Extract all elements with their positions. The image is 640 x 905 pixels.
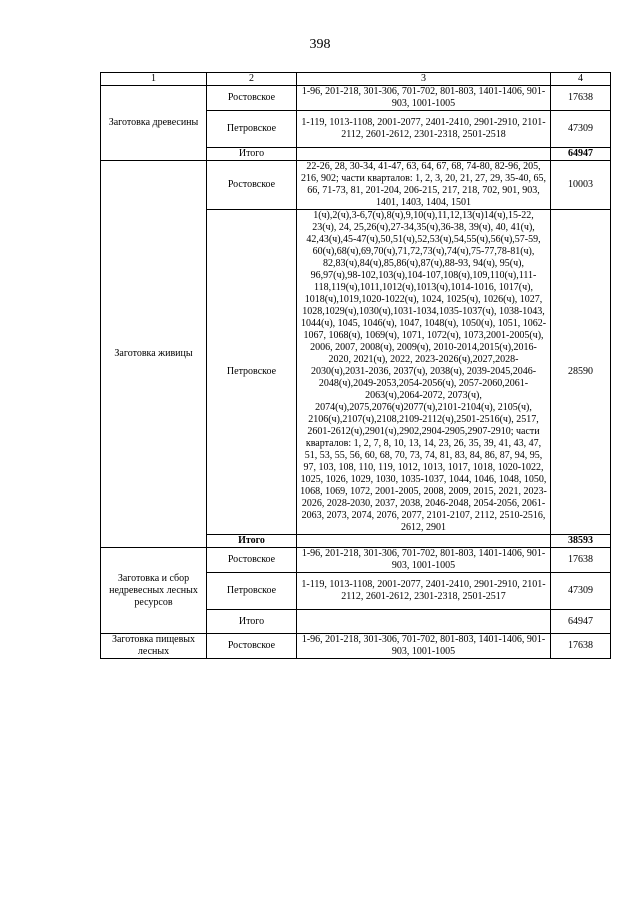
area-cell: 28590 bbox=[551, 210, 611, 535]
header-cell: 4 bbox=[551, 73, 611, 86]
quarters-cell: 1-119, 1013-1108, 2001-2077, 2401-2410, 2901-2910, 2101-2112, 2601-2612, 2301-2318, 2501-2517 bbox=[297, 573, 551, 610]
area-cell: 10003 bbox=[551, 161, 611, 210]
district-cell: Ростовское bbox=[207, 161, 297, 210]
use-type-cell: Заготовка пищевых лесных bbox=[101, 634, 207, 659]
quarters-cell: 1(ч),2(ч),3-6,7(ч),8(ч),9,10(ч),11,12,13(ч)14(ч),15-22, 23(ч), 24, 25,26(ч),27-34,35(ч),36-38, 39(ч), 40, 41(ч), 42,43(ч),45-47(ч),50,51(ч),52,53(ч),54,55(ч),56(ч),57-59, 60(ч),68(ч),69,70(ч),71,72,73(ч),74(ч),75-77,78-81(ч), 82,83(ч),84(ч),85,86(ч),87(ч),88-93, 94(ч), 95(ч), 96,97(ч),98-102,103(ч),104-107,108(ч),109,110(ч),111-118,119(ч),1011,1012(ч),1013(ч),1014-1016, 1017(ч), 1018(ч),1019,1020-1022(ч), 1024, 1025(ч), 1026(ч), 1027, 1028,1029(ч),1030(ч),1031-1034,1035-1037(ч), 1038-1043, 1044(ч), 1045, 1046(ч), 1047, 1048(ч), 1050(ч), 1051, 1062-1067, 1068(ч), 1069(ч), 1071, 1072(ч), 1073,2001-2005(ч), 2006, 2007, 2008(ч), 2009(ч), 2010-2014,2015(ч),2016-2020, 2021(ч), 2022, 2023-2026(ч),2027,2028-2030(ч),2031-2036, 2037(ч), 2038(ч), 2039-2045,2046-2048(ч),2049-2053,2054-2056(ч), 2057-2060,2061-2063(ч),2064-2072, 2073(ч), 2074(ч),2075,2076(ч)2077(ч),2101-2104(ч), 2105(ч), 2106(ч),2107(ч),2108,2109-2112(ч),2501-2516(ч), 2517, 2601-2612(ч),2901(ч),2902,2904-2905,2907-2910; части кварталов: 1, 2, 7, 8, 10, 13, 14, 23, 26, 35, 39, 41, 43, 47, 51, 53, 55, 56, 60, 68, 70, 73, 74, 81, 83, 84, 86, 87, 94, 95, 97, 103, 108, 110, 119, 1012, 1013, 1017, 1018, 1020-1022, 1025, 1026, 1029, 1030, 1035-1037, 1044, 1046, 1048, 1050, 1068, 1069, 1072, 2001-2005, 2008, 2009, 2015, 2021, 2023-2026, 2028-2030, 2037, 2038, 2046-2048, 2054-2056, 2061-2063, 2073, 2074, 2076, 2077, 2101-2107, 2112, 2510-2516, 2612, 2901 bbox=[297, 210, 551, 535]
quarters-cell: 1-96, 201-218, 301-306, 701-702, 801-803, 1401-1406, 901-903, 1001-1005 bbox=[297, 86, 551, 111]
empty-cell bbox=[297, 610, 551, 634]
table-row bbox=[101, 161, 611, 210]
area-cell: 17638 bbox=[551, 548, 611, 573]
total-value: 38593 bbox=[551, 535, 611, 548]
total-value: 64947 bbox=[551, 148, 611, 161]
area-cell: 17638 bbox=[551, 86, 611, 111]
total-value: 64947 bbox=[551, 610, 611, 634]
header-cell: 3 bbox=[297, 73, 551, 86]
district-cell: Ростовское bbox=[207, 548, 297, 573]
quarters-cell: 22-26, 28, 30-34, 41-47, 63, 64, 67, 68, 74-80, 82-96, 205, 216, 902; части кварталов: 1, 2, 3, 20, 21, 27, 29, 35-40, 65, 66, 71-73, 81, 201-204, 206-215, 217, 218, 702, 901, 903, 1401, 1403, 1404, 1501 bbox=[297, 161, 551, 210]
quarters-cell: 1-96, 201-218, 301-306, 701-702, 801-803, 1401-1406, 901-903, 1001-1005 bbox=[297, 548, 551, 573]
table-row bbox=[101, 634, 611, 659]
use-type-cell: Заготовка древесины bbox=[101, 86, 207, 161]
area-cell: 47309 bbox=[551, 573, 611, 610]
total-label: Итого bbox=[207, 535, 297, 548]
use-type-cell: Заготовка живицы bbox=[101, 161, 207, 548]
quarters-cell: 1-96, 201-218, 301-306, 701-702, 801-803, 1401-1406, 901-903, 1001-1005 bbox=[297, 634, 551, 659]
table-row bbox=[101, 548, 611, 573]
header-row bbox=[101, 73, 611, 86]
header-cell: 1 bbox=[101, 73, 207, 86]
area-cell: 47309 bbox=[551, 111, 611, 148]
district-cell: Петровское bbox=[207, 111, 297, 148]
quarters-cell: 1-119, 1013-1108, 2001-2077, 2401-2410, 2901-2910, 2101-2112, 2601-2612, 2301-2318, 2501-2518 bbox=[297, 111, 551, 148]
page-number: 398 bbox=[309, 37, 331, 52]
district-cell: Ростовское bbox=[207, 86, 297, 111]
district-cell: Петровское bbox=[207, 210, 297, 535]
forest-use-table bbox=[100, 72, 611, 659]
empty-cell bbox=[297, 535, 551, 548]
area-cell: 17638 bbox=[551, 634, 611, 659]
total-label: Итого bbox=[207, 610, 297, 634]
district-cell: Петровское bbox=[207, 573, 297, 610]
header-cell: 2 bbox=[207, 73, 297, 86]
empty-cell bbox=[297, 148, 551, 161]
district-cell: Ростовское bbox=[207, 634, 297, 659]
total-label: Итого bbox=[207, 148, 297, 161]
use-type-cell: Заготовка и сбор недревесных лесных ресурсов bbox=[101, 548, 207, 634]
table-row bbox=[101, 86, 611, 111]
